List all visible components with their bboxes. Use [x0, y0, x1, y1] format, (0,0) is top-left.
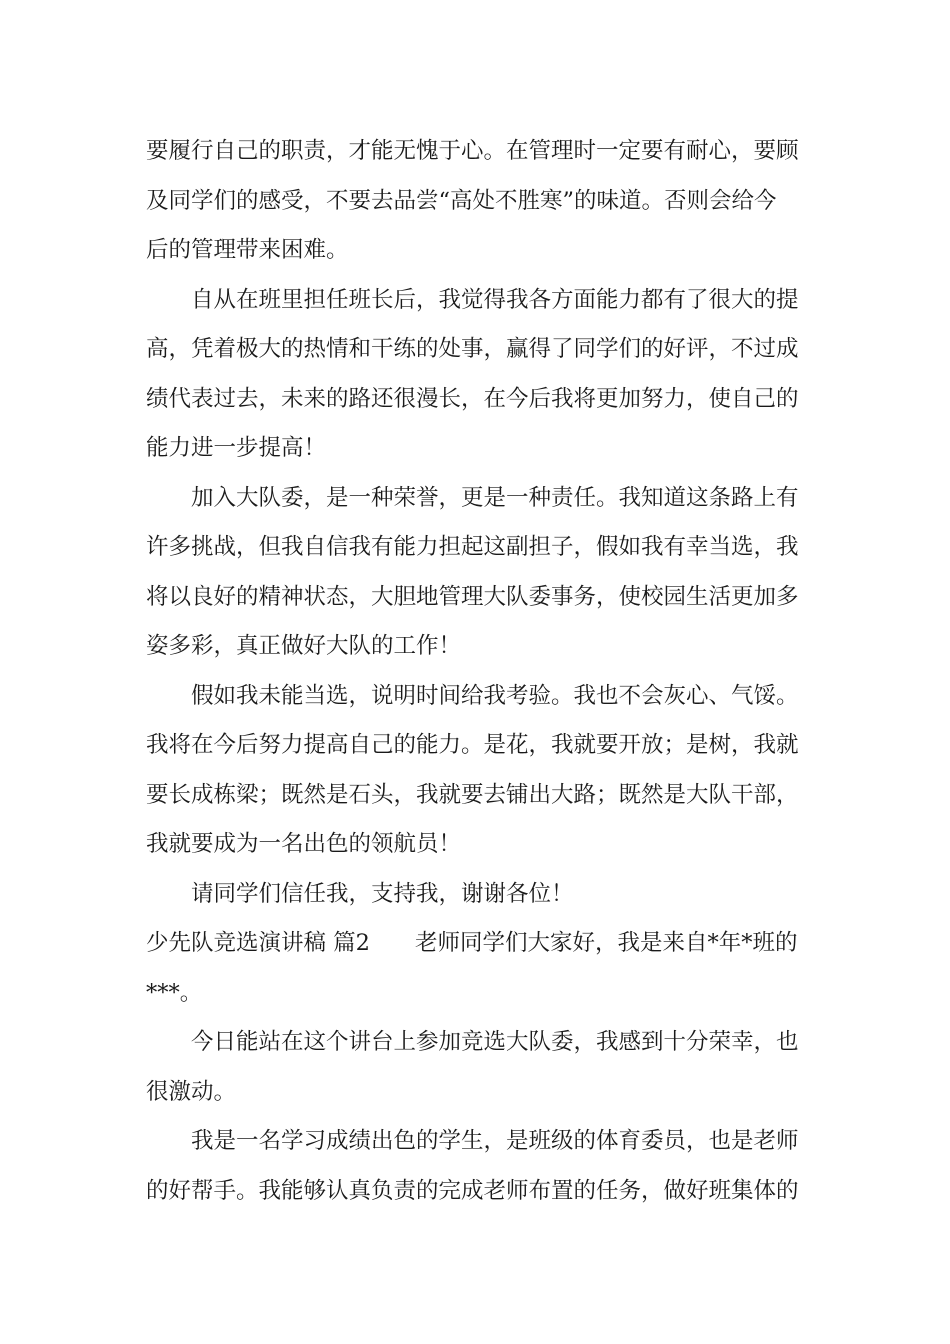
paragraph [146, 276, 806, 474]
paragraph [146, 1117, 806, 1216]
paragraph [146, 127, 806, 276]
text-line: 将以良好的精神状态，大胆地管理大队委事务，使校园生活更加多 [146, 583, 799, 610]
paragraph [146, 1018, 806, 1117]
text-line: 请同学们信任我，支持我，谢谢各位！ [191, 880, 574, 907]
paragraph [146, 474, 806, 672]
text-line: 很激动。 [146, 1078, 237, 1105]
text-line: 我是一名学习成绩出色的学生，是班级的体育委员，也是老师 [191, 1128, 799, 1154]
text-line: 许多挑战，但我自信我有能力担起这副担子，假如我有幸当选，我 [146, 534, 799, 560]
text-line: 后的管理带来困难。 [146, 237, 349, 263]
text-line: 假如我未能当选，说明时间给我考验。我也不会灰心、气馁。 [191, 682, 799, 709]
text-line: 今日能站在这个讲台上参加竞选大队委，我感到十分荣幸，也 [191, 1029, 799, 1055]
document-body [146, 127, 806, 1216]
text-line: 高，凭着极大的热情和干练的处事，赢得了同学们的好评，不过成 [146, 336, 799, 362]
section-first-line: 老师同学们大家好，我是来自*年*班的 [414, 930, 798, 956]
text-line: 要长成栋梁；既然是石头，我就要去铺出大路；既然是大队干部， [146, 781, 799, 808]
text-line: 绩代表过去，未来的路还很漫长，在今后我将更加努力，使自己的 [146, 385, 799, 412]
section-title: 少先队竞选演讲稿 篇2 [146, 930, 370, 956]
text-line: 能力进一步提高！ [146, 435, 327, 461]
text-line: 自从在班里担任班长后，我觉得我各方面能力都有了很大的提 [191, 286, 799, 313]
paragraph [146, 870, 806, 920]
text-line: 我就要成为一名出色的领航员！ [146, 831, 462, 857]
text-line: 我将在今后努力提高自己的能力。是花，我就要开放；是树，我就 [146, 732, 799, 758]
text-line: ***。 [146, 979, 203, 1006]
text-line: 要履行自己的职责，才能无愧于心。在管理时一定要有耐心，要顾 [146, 138, 799, 164]
heading-line [146, 919, 806, 969]
text-line: 的好帮手。我能够认真负责的完成老师布置的任务，做好班集体的 [146, 1177, 799, 1204]
text-line: 加入大队委，是一种荣誉，更是一种责任。我知道这条路上有 [191, 484, 799, 511]
section-heading [146, 919, 806, 1018]
paragraph [146, 672, 806, 870]
text-line: 及同学们的感受，不要去品尝“高处不胜寒”的味道。否则会给今 [146, 187, 777, 214]
text-line: 姿多彩，真正做好大队的工作！ [146, 633, 462, 659]
